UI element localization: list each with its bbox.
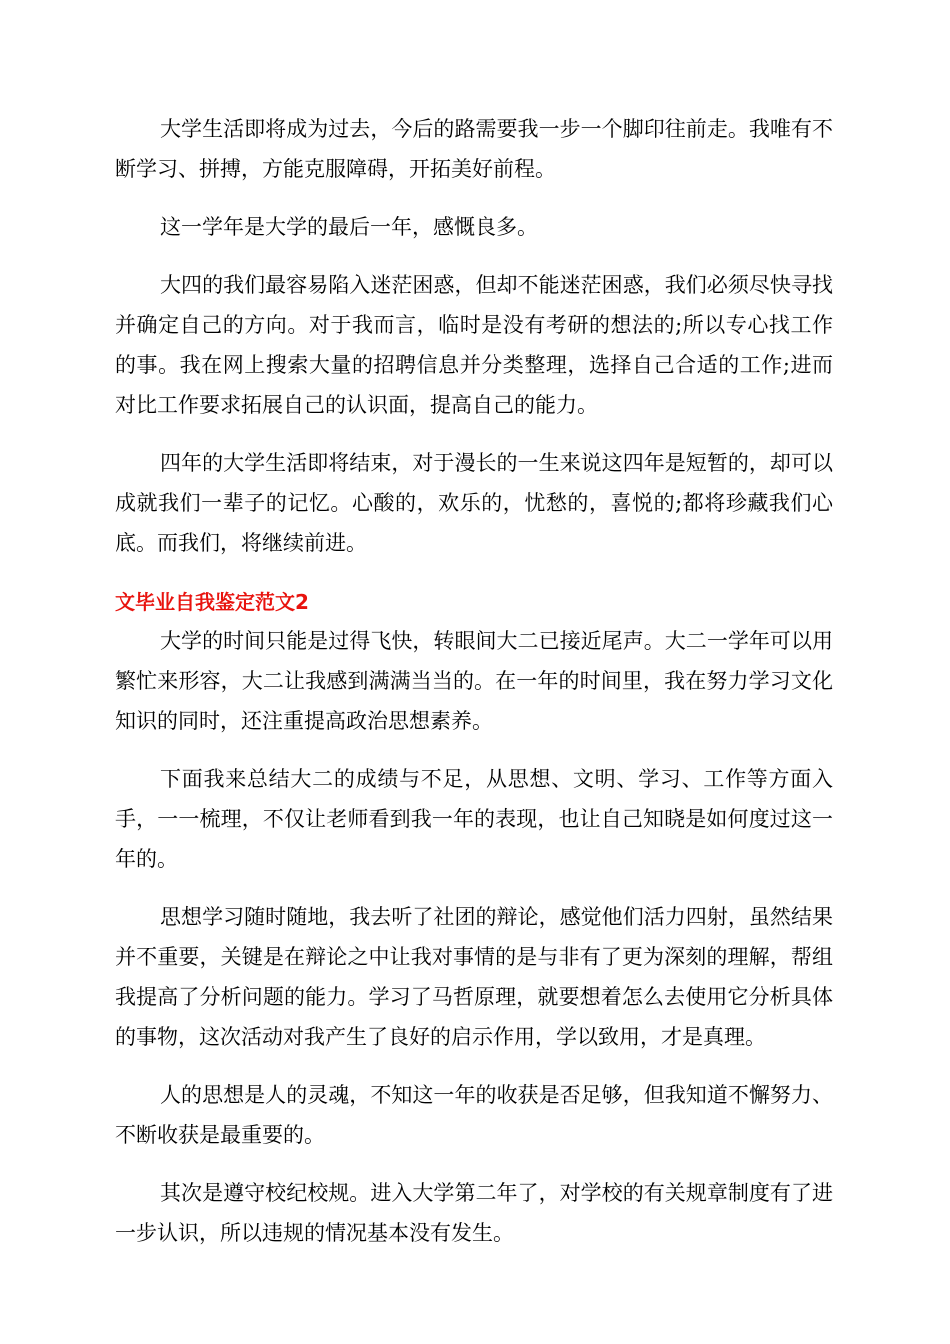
paragraph-soul-of-thought: 人的思想是人的灵魂，不知这一年的收获是否足够，但我知道不懈努力、不断收获是最重要的。 bbox=[115, 1083, 833, 1147]
paragraph-future-path: 大学生活即将成为过去，今后的路需要我一步一个脚印往前走。我唯有不断学习、拼搏，方能克服障碍，开拓美好前程。 bbox=[115, 117, 833, 181]
section-heading: 文毕业自我鉴定范文2 bbox=[115, 590, 309, 614]
paragraph-sophomore-intro: 大学的时间只能是过得飞快，转眼间大二已接近尾声。大二一学年可以用繁忙来形容，大二让我感到满满当当的。在一年的时间里，我在努力学习文化知识的同时，还注重提高政治思想素养。 bbox=[115, 629, 833, 733]
paragraph-last-year: 这一学年是大学的最后一年，感慨良多。 bbox=[160, 215, 538, 239]
paragraph-school-rules: 其次是遵守校纪校规。进入大学第二年了，对学校的有关规章制度有了进一步认识，所以违规的情况基本没有发生。 bbox=[115, 1181, 833, 1245]
paragraph-four-years: 四年的大学生活即将结束，对于漫长的一生来说这四年是短暂的，却可以成就我们一辈子的记忆。心酸的，欢乐的，忧愁的，喜悦的;都将珍藏我们心底。而我们，将继续前进。 bbox=[115, 451, 833, 555]
document-page bbox=[115, 109, 833, 1271]
paragraph-thought-study: 思想学习随时随地，我去听了社团的辩论，感觉他们活力四射，虽然结果并不重要，关键是在辩论之中让我对事情的是与非有了更为深刻的理解，帮组我提高了分析问题的能力。学习了马哲原理，就要想着怎么去使用它分析具体的事物，这次活动对我产生了良好的启示作用，学以致用，才是真理。 bbox=[115, 905, 833, 1049]
paragraph-summary-plan: 下面我来总结大二的成绩与不足，从思想、文明、学习、工作等方面入手，一一梳理，不仅让老师看到我一年的表现，也让自己知晓是如何度过这一年的。 bbox=[115, 767, 833, 871]
paragraph-senior-direction: 大四的我们最容易陷入迷茫困惑，但却不能迷茫困惑，我们必须尽快寻找并确定自己的方向。对于我而言，临时是没有考研的想法的;所以专心找工作的事。我在网上搜索大量的招聘信息并分类整理，选择自己合适的工作;进而对比工作要求拓展自己的认识面，提高自己的能力。 bbox=[115, 273, 833, 417]
